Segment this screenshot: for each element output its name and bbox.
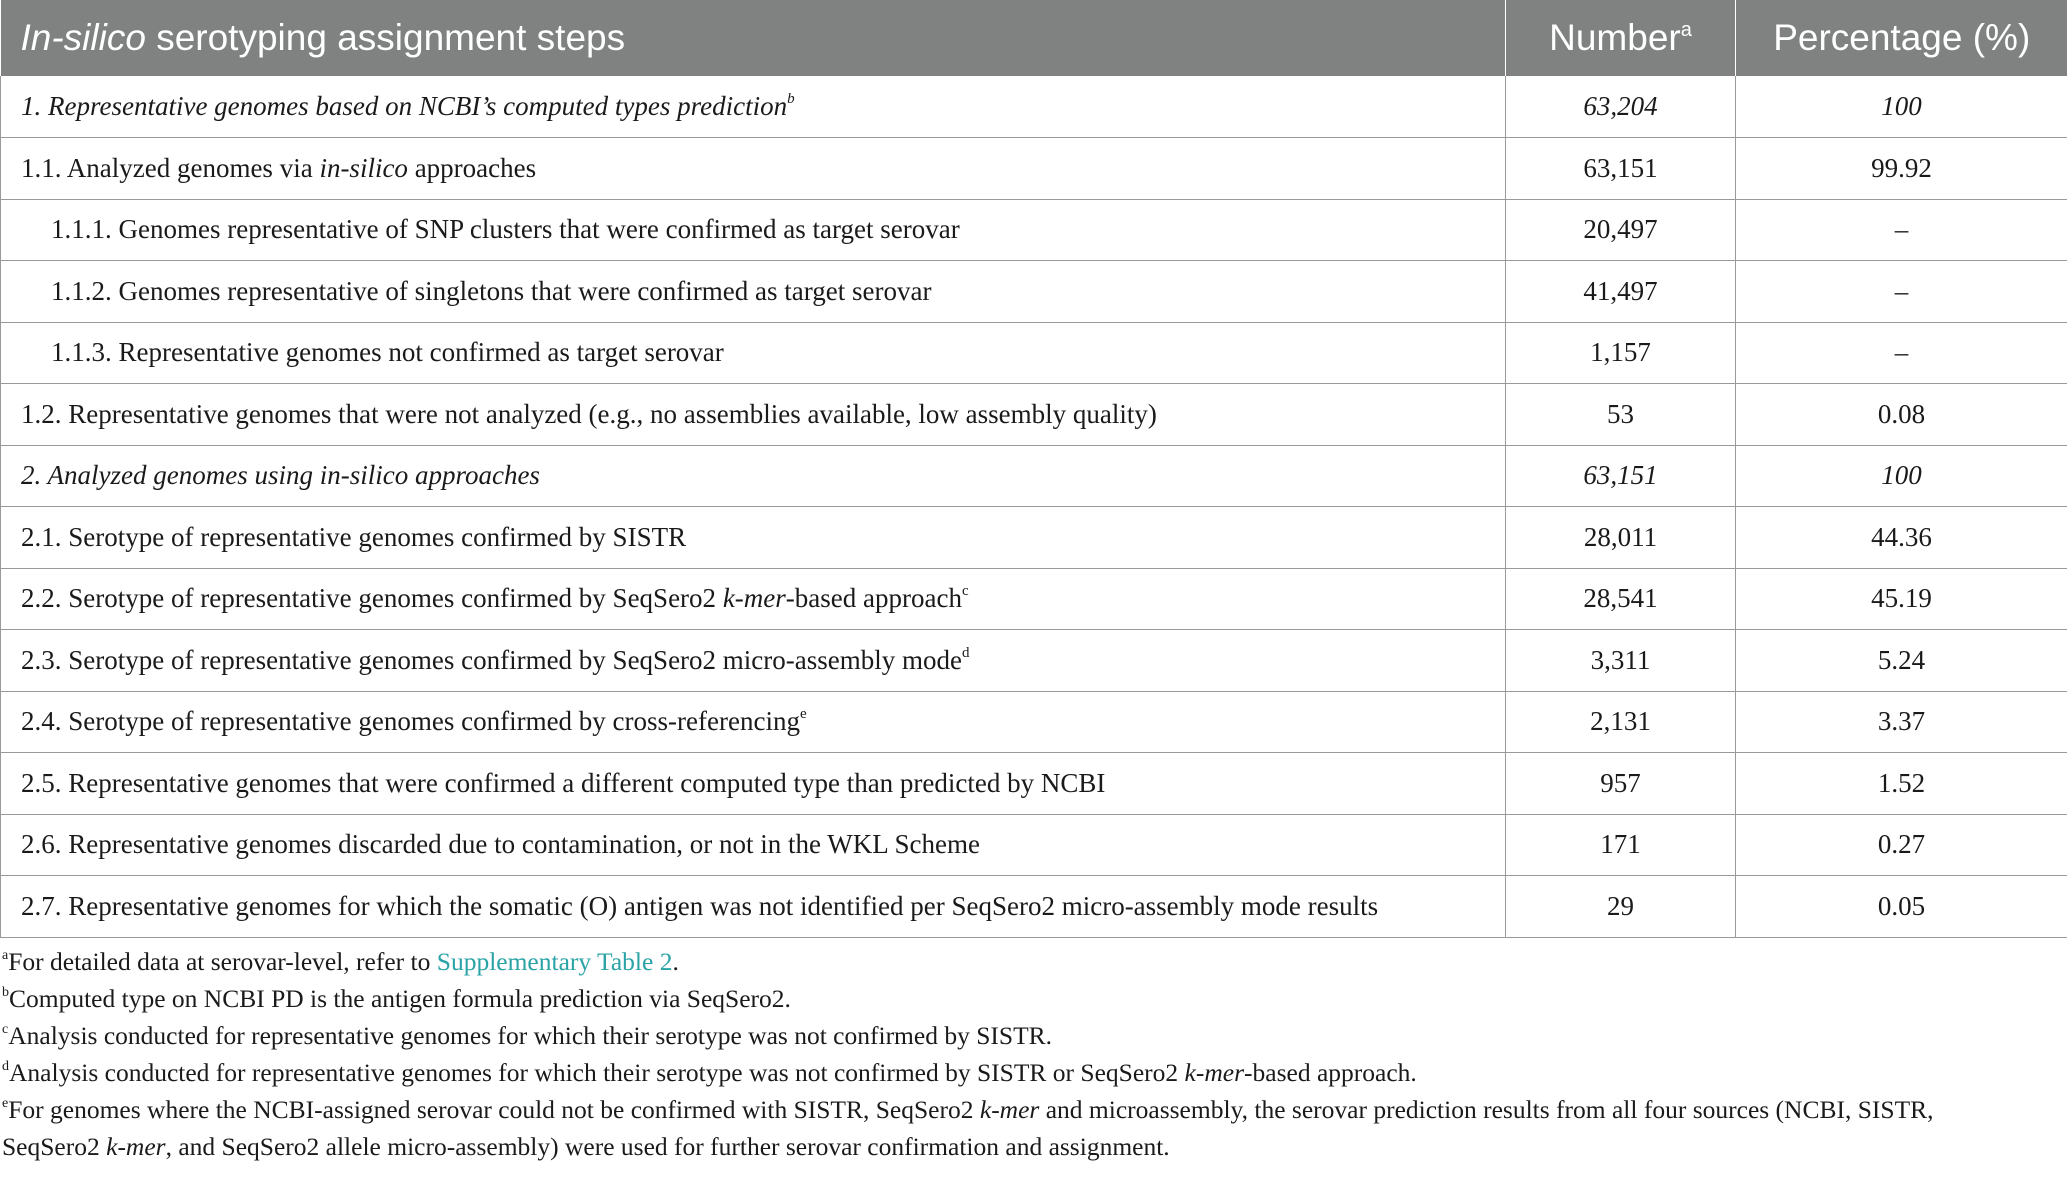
row-number: 20,497	[1506, 199, 1736, 261]
row-number: 29	[1506, 876, 1736, 938]
row-percentage: 1.52	[1736, 753, 2067, 815]
row-label: 2.2. Serotype of representative genomes confirmed by SeqSero2 k-mer-based approach$^c$	[1, 568, 1506, 630]
table-row	[1, 568, 2067, 630]
row-label: 2. Analyzed genomes using in-silico approaches	[1, 445, 1506, 507]
row-percentage: 3.37	[1736, 691, 2067, 753]
row-label: 1.2. Representative genomes that were not analyzed (e.g., no assemblies available, low assembly quality)	[1, 384, 1506, 446]
footnote-a: $^a$For detailed data at serovar-level, refer to Supplementary Table 2.	[2, 947, 679, 976]
row-number: 28,541	[1506, 568, 1736, 630]
row-percentage: 100	[1736, 76, 2067, 138]
row-percentage: –	[1736, 199, 2067, 261]
footnote-ref-d: d	[962, 644, 970, 661]
row-number: 28,011	[1506, 507, 1736, 569]
row-label: 2.3. Serotype of representative genomes confirmed by SeqSero2 micro-assembly mode$^d$	[1, 630, 1506, 692]
row-label: 2.7. Representative genomes for which the somatic (O) antigen was not identified per SeqSero2 micro-assembly mode results	[1, 876, 1506, 938]
table-row	[1, 322, 2067, 384]
row-number: 53	[1506, 384, 1736, 446]
footnote-b: $^b$Computed type on NCBI PD is the antigen formula prediction via SeqSero2.	[2, 984, 791, 1013]
row-number: 1,157	[1506, 322, 1736, 384]
table-header-row	[1, 0, 2067, 76]
row-percentage: 0.27	[1736, 814, 2067, 876]
row-number: 957	[1506, 753, 1736, 815]
row-label: 2.6. Representative genomes discarded due to contamination, or not in the WKL Scheme	[1, 814, 1506, 876]
row-label: 2.1. Serotype of representative genomes confirmed by SISTR	[1, 507, 1506, 569]
table-row	[1, 384, 2067, 446]
table-row	[1, 507, 2067, 569]
row-percentage: 44.36	[1736, 507, 2067, 569]
footnote-ref-b: b	[787, 91, 795, 107]
header-number: Number$^a$	[1506, 0, 1736, 76]
table-row	[1, 630, 2067, 692]
table-row	[1, 76, 2067, 138]
header-steps: In-silico serotyping assignment steps	[1, 0, 1506, 76]
table-row	[1, 814, 2067, 876]
row-percentage: 100	[1736, 445, 2067, 507]
row-percentage: 99.92	[1736, 138, 2067, 200]
row-label: 1. Representative genomes based on NCBI’s computed types prediction$^b$	[1, 76, 1506, 138]
footnote-ref-c: c	[961, 583, 969, 600]
footnote-ref-e: e	[799, 706, 807, 723]
row-percentage: 0.08	[1736, 384, 2067, 446]
row-number: 41,497	[1506, 261, 1736, 323]
row-label: 2.5. Representative genomes that were confirmed a different computed type than predicted by NCBI	[1, 753, 1506, 815]
row-percentage: –	[1736, 261, 2067, 323]
footnote-ref-a: a	[1680, 19, 1692, 41]
row-number: 63,204	[1506, 76, 1736, 138]
row-label: 2.4. Serotype of representative genomes confirmed by cross-referencing$^e$	[1, 691, 1506, 753]
table-row	[1, 753, 2067, 815]
row-percentage: 0.05	[1736, 876, 2067, 938]
row-label: 1.1.2. Genomes representative of singletons that were confirmed as target serovar	[1, 261, 1506, 323]
row-percentage: 5.24	[1736, 630, 2067, 692]
footnote-c: $^c$Analysis conducted for representative genomes for which their serotype was not confirmed by SISTR.	[2, 1021, 1053, 1050]
row-percentage: –	[1736, 322, 2067, 384]
table-row	[1, 876, 2067, 938]
supplementary-table-link[interactable]: Supplementary Table 2	[436, 947, 673, 976]
table-row	[1, 138, 2067, 200]
row-label: 1.1. Analyzed genomes via in-silico approaches	[1, 138, 1506, 200]
table-footnotes	[0, 943, 2067, 1165]
row-label: 1.1.3. Representative genomes not confirmed as target serovar	[1, 322, 1506, 384]
row-number: 63,151	[1506, 445, 1736, 507]
row-percentage: 45.19	[1736, 568, 2067, 630]
row-number: 171	[1506, 814, 1736, 876]
header-percentage: Percentage (%)	[1736, 0, 2067, 76]
table-row	[1, 445, 2067, 507]
table-row	[1, 691, 2067, 753]
row-number: 63,151	[1506, 138, 1736, 200]
table-row	[1, 199, 2067, 261]
row-number: 2,131	[1506, 691, 1736, 753]
footnote-d: $^d$Analysis conducted for representative genomes for which their serotype was not confirmed by SISTR or SeqSero2 k-mer-based approach.	[2, 1058, 1417, 1087]
table-row	[1, 261, 2067, 323]
row-label: 1.1.1. Genomes representative of SNP clusters that were confirmed as target serovar	[1, 199, 1506, 261]
row-number: 3,311	[1506, 630, 1736, 692]
footnote-e: $^e$For genomes where the NCBI-assigned serovar could not be confirmed with SISTR, SeqSero2 k-mer and microassembly, the serovar prediction results from all four sources (NCBI, SISTR, SeqSero2 k-mer, and SeqSero2 allele micro-assembly) were used for further serovar confirmation and assignment.	[2, 1095, 1934, 1161]
